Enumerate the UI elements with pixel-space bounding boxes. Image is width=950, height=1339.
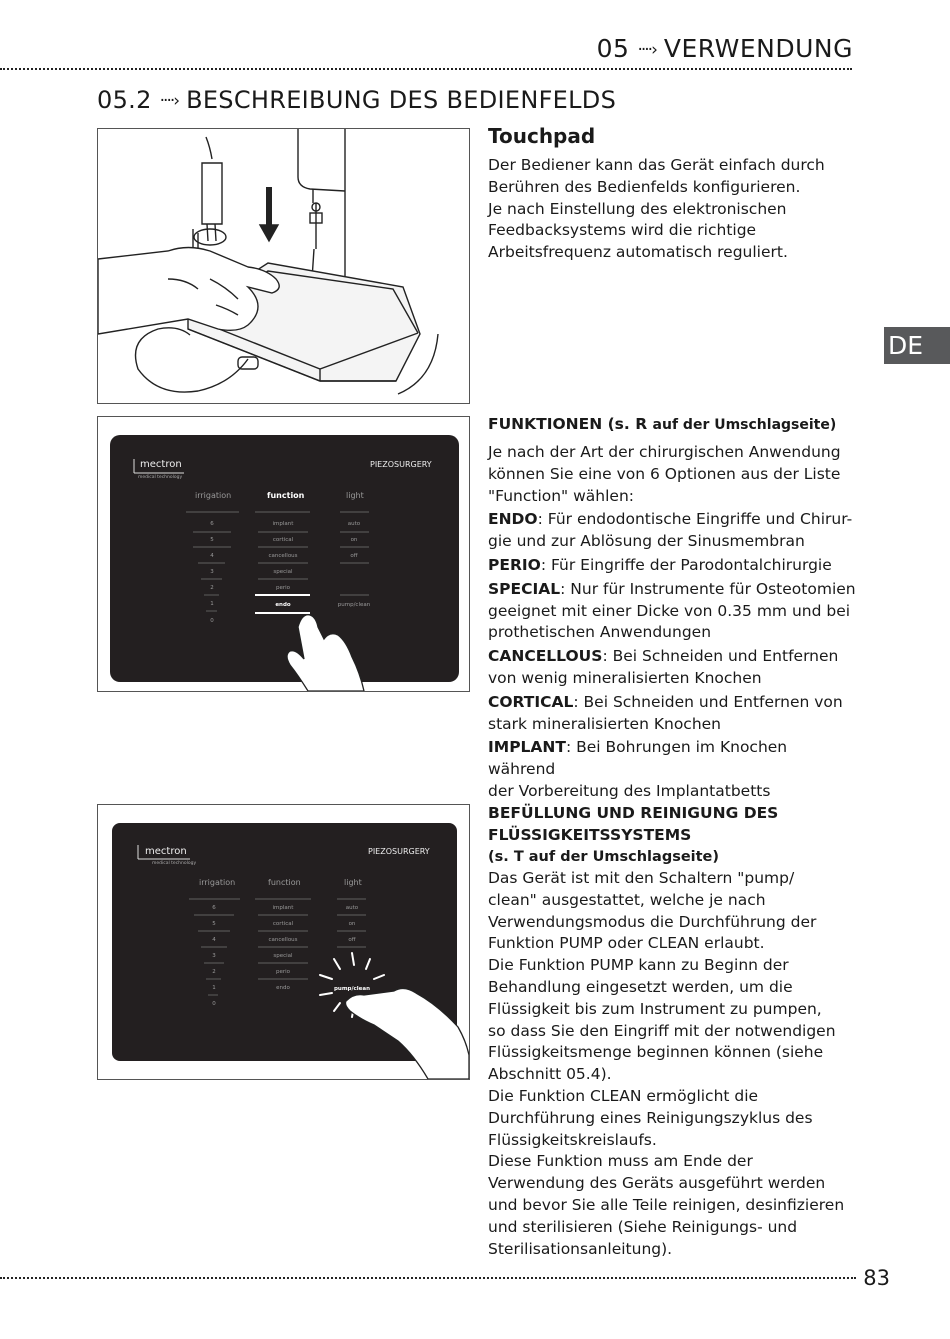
function-label: function [267, 491, 305, 500]
text-line: prothetischen Anwendungen [488, 623, 712, 642]
pump-clean-option: pump/clean [337, 602, 371, 608]
chapter-heading [597, 34, 853, 63]
text-line: Sterilisationsanleitung). [488, 1239, 673, 1258]
text-line: clean" ausgestattet, welche je nach [488, 890, 766, 909]
text-line: : Für Eingriffe der Parodontalchirurgie [540, 555, 832, 574]
function-item-endo [488, 509, 858, 531]
light-label: light [344, 878, 362, 887]
function-option: special [273, 953, 293, 959]
text-line: : Bei Schneiden und Entfernen [602, 647, 839, 666]
irrigation-level: 4 [210, 553, 214, 559]
text-line: : Nur für Instrumente für Osteotomien [560, 579, 856, 598]
filling-heading-line2: FLÜSSIGKEITSSYSTEMS [488, 826, 692, 844]
text-line: gie und zur Ablösung der Sinusmembran [488, 532, 805, 551]
brand-subtitle: medical technology [152, 861, 197, 866]
text-line: Feedbacksystems wird die richtige [488, 221, 757, 240]
text-line: und bevor Sie alle Teile reinigen, desinfizieren [488, 1195, 845, 1214]
text-line: Flüssigkeit bis zum Instrument zu pumpen, [488, 999, 822, 1018]
brand-subtitle: medical technology [138, 475, 183, 480]
text-line: Der Bediener kann das Gerät einfach durch [488, 156, 825, 174]
text-line: : Bei Schneiden und Entfernen von [573, 692, 843, 711]
text-line: Das Gerät ist mit den Schaltern "pump/ [488, 869, 795, 887]
footer-divider [0, 1277, 856, 1279]
brand-logo: mectron [140, 459, 182, 470]
irrigation-level: 1 [212, 985, 216, 991]
irrigation-level: 0 [210, 618, 214, 624]
light-option: off [350, 553, 358, 559]
function-item-cancellous [488, 646, 858, 668]
text-line: Verwendungsmodus die Durchführung der [488, 912, 817, 931]
section-number: 05.2 [97, 86, 152, 114]
chapter-title: VERWENDUNG [663, 34, 853, 63]
function-option: cortical [272, 537, 294, 543]
product-logo: PIEZOSURGERY [370, 460, 432, 469]
term: CANCELLOUS [488, 647, 603, 666]
irrigation-label: irrigation [195, 491, 232, 500]
header-divider [0, 68, 852, 70]
function-option: endo [276, 985, 290, 991]
pump-clean-option-active: pump/clean [333, 986, 371, 992]
text-line: Berühren des Bedienfelds konfigurieren. [488, 177, 801, 196]
text-line: Flüssigkeitsmenge beginnen können (siehe [488, 1043, 824, 1062]
page-number: 83 [863, 1266, 890, 1290]
arrow-icon: ····› [159, 91, 179, 111]
text-line: : Bei Bohrungen im Knochen während [488, 738, 788, 779]
text-line: von wenig mineralisierten Knochen [488, 668, 762, 687]
irrigation-level: 1 [210, 601, 214, 607]
function-option: perio [275, 969, 291, 975]
filling-section [488, 802, 858, 1260]
text-line: stark mineralisierten Knochen [488, 714, 722, 733]
touchpad-illustration [97, 128, 470, 404]
irrigation-level: 3 [210, 569, 214, 575]
brand-logo: mectron [145, 846, 187, 857]
light-option: off [348, 937, 356, 943]
section-heading [97, 86, 616, 114]
chapter-number: 05 [596, 34, 630, 63]
text-line: Diese Funktion muss am Ende der [488, 1152, 753, 1171]
irrigation-level: 4 [212, 937, 216, 943]
functions-heading [488, 413, 858, 436]
text-line: geeignet mit einer Dicke von 0.35 mm und bei [488, 601, 851, 620]
term: SPECIAL [488, 579, 561, 598]
light-option: auto [345, 905, 359, 911]
light-label: light [346, 491, 364, 500]
irrigation-level: 0 [212, 1001, 216, 1007]
function-option: perio [275, 585, 291, 591]
function-option: cortical [272, 921, 294, 927]
function-option: special [273, 569, 293, 575]
term: CORTICAL [488, 692, 574, 711]
text-line: Je nach Einstellung des elektronischen [488, 199, 787, 218]
function-option-selected: endo [275, 602, 291, 608]
irrigation-level: 6 [212, 905, 216, 911]
text-line: so dass Sie den Eingriff mit der notwendigen [488, 1021, 836, 1040]
irrigation-level: 2 [210, 585, 214, 591]
text-line: Verwendung des Geräts ausgeführt werden [488, 1174, 826, 1193]
functions-section [488, 413, 858, 803]
text-line: : Für endodontische Eingriffe und Chirur- [537, 510, 853, 529]
function-option: cancellous [268, 553, 298, 559]
irrigation-level: 6 [210, 521, 214, 527]
term: ENDO [488, 510, 538, 529]
function-label: function [268, 878, 301, 887]
arrow-icon: ····› [637, 40, 656, 60]
text-line: können Sie eine von 6 Optionen aus der Liste [488, 464, 841, 483]
function-item-special [488, 579, 858, 601]
function-option: implant [272, 521, 294, 527]
text-line: Je nach der Art der chirurgischen Anwendung [488, 443, 841, 461]
text-line: Die Funktion PUMP kann zu Beginn der [488, 956, 789, 975]
touchpad-paragraph [488, 155, 858, 264]
irrigation-level: 2 [212, 969, 216, 975]
term: IMPLANT [488, 738, 566, 757]
filling-heading-reference: (s. T auf der Umschlagseite) [488, 849, 720, 865]
irrigation-level: 5 [210, 537, 214, 543]
irrigation-label: irrigation [199, 878, 236, 887]
functions-heading-main: FUNKTIONEN (s. R [488, 415, 648, 433]
function-panel-illustration [97, 416, 470, 692]
function-item-perio [488, 555, 858, 577]
product-logo: PIEZOSURGERY [368, 847, 430, 856]
touchpad-heading: Touchpad [488, 124, 596, 148]
functions-heading-suffix: auf der Umschlagseite) [652, 417, 837, 433]
term: PERIO [488, 555, 541, 574]
text-line: "Function" wählen: [488, 486, 635, 505]
language-tab: DE [884, 327, 950, 364]
light-option: on [348, 921, 356, 927]
function-item-implant [488, 737, 858, 781]
text-line: Die Funktion CLEAN ermöglicht die [488, 1086, 759, 1105]
text-line: Flüssigkeitskreislaufs. [488, 1130, 657, 1149]
pump-clean-panel-illustration [97, 804, 470, 1080]
text-line: Abschnitt 05.4). [488, 1065, 612, 1084]
text-line: und sterilisieren (Siehe Reinigungs- und [488, 1217, 798, 1236]
text-line: der Vorbereitung des Implantatbetts [488, 781, 771, 800]
text-line: Arbeitsfrequenz automatisch reguliert. [488, 243, 788, 262]
text-line: Funktion PUMP oder CLEAN erlaubt. [488, 934, 765, 953]
irrigation-level: 5 [212, 921, 216, 927]
section-title: BESCHREIBUNG DES BEDIENFELDS [186, 86, 617, 114]
irrigation-level: 3 [212, 953, 216, 959]
function-item-cortical [488, 692, 858, 714]
text-line: Durchführung eines Reinigungszyklus des [488, 1108, 813, 1127]
light-option: auto [347, 521, 361, 527]
text-line: Behandlung eingesetzt werden, um die [488, 977, 793, 996]
function-option: implant [272, 905, 294, 911]
function-option: cancellous [268, 937, 298, 943]
light-option: on [350, 537, 358, 543]
filling-heading-line1: BEFÜLLUNG UND REINIGUNG DES [488, 804, 779, 822]
